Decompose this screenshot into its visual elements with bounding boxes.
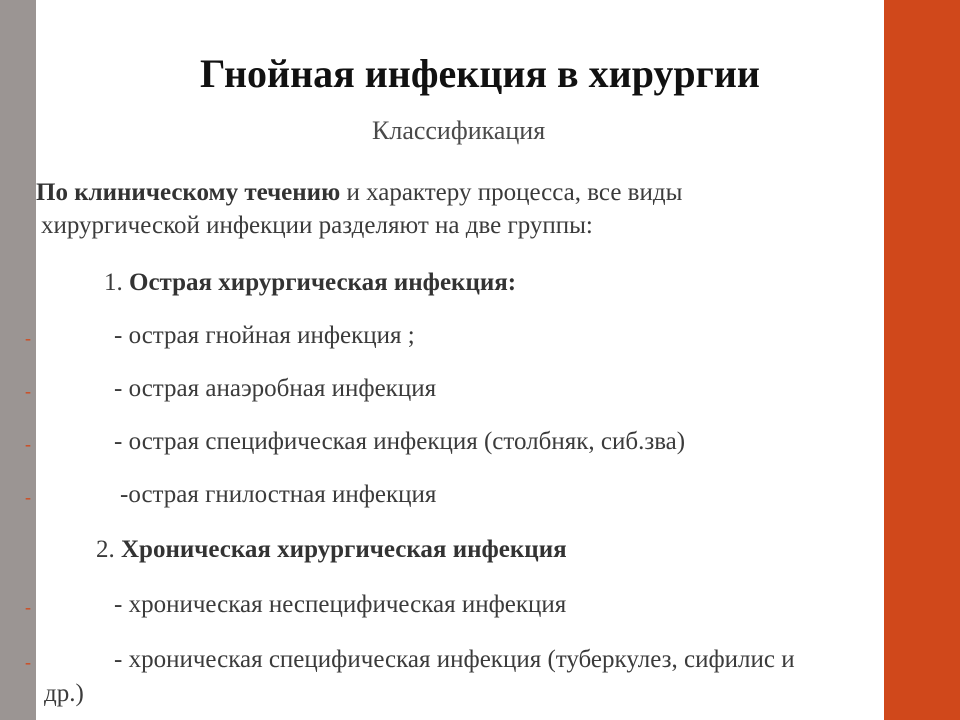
bullet-marker: -: [25, 381, 31, 401]
intro-bold: По клиническому течению: [36, 179, 341, 206]
group1-item: - острая гнойная инфекция ;: [114, 322, 415, 349]
bullet-marker: -: [25, 328, 31, 348]
right-accent-bar: [884, 0, 960, 720]
bullet-marker: -: [25, 487, 31, 507]
intro-rest: и характеру процесса, все виды: [340, 179, 683, 206]
bullet-marker: -: [25, 434, 31, 454]
intro-line-1: [36, 178, 682, 208]
group2-heading: [96, 535, 567, 565]
group1-item: -острая гнилостная инфекция: [120, 481, 437, 508]
group1-number: 1.: [104, 269, 129, 296]
group2-title: Хроническая хирургическая инфекция: [121, 536, 567, 563]
group2-item-continuation: др.): [44, 680, 84, 707]
group1-heading: [104, 268, 516, 298]
group2-item: - хроническая неспецифическая инфекция: [114, 591, 567, 618]
group1-title: Острая хирургическая инфекция:: [129, 269, 517, 296]
bullet-marker: -: [25, 652, 31, 672]
intro-line-2: хирургической инфекции разделяют на две группы:: [41, 212, 593, 239]
slide-title: Гнойная инфекция в хирургии: [200, 51, 760, 96]
group1-item: - острая анаэробная инфекция: [114, 375, 437, 402]
group2-item: - хроническая специфическая инфекция (туберкулез, сифилис и: [114, 646, 795, 673]
group1-item: - острая специфическая инфекция (столбняк, сиб.зва): [114, 428, 686, 455]
slide-subtitle: Классификация: [372, 116, 546, 145]
bullet-marker: -: [25, 597, 31, 617]
group2-number: 2.: [96, 536, 121, 563]
